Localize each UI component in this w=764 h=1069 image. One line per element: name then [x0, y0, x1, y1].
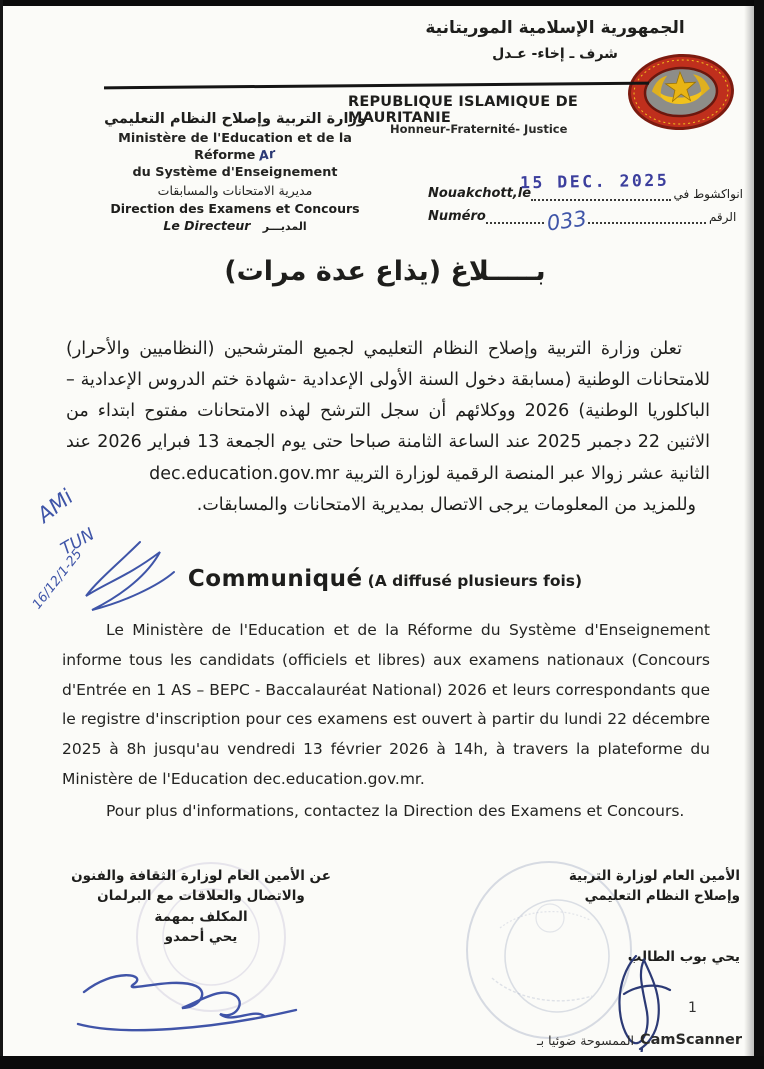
communique-title-french: Communiqué: [187, 566, 363, 592]
date-stamp: 15 DEC. 2025: [519, 170, 670, 193]
number-label-arabic: الرقم: [708, 209, 737, 224]
direction-name-arabic: مديرية الامتحانات والمسابقات: [157, 182, 313, 198]
handwritten-initials-mark: Ar: [257, 146, 278, 165]
left-signatory-line1: عن الأمين العام لوزارة الثقافة والفنون: [71, 868, 331, 884]
margin-note-date: 16/12/1-25: [29, 546, 86, 613]
communique-heading: [60, 566, 710, 592]
reference-block: [428, 170, 743, 236]
arabic-paragraph-1: تعلن وزارة التربية وإصلاح النظام التعليمي لجميع المترشحين (النظاميين والأحرار) للامتحانات الوطنية (مسابقة دخول السنة الأولى الإعدادية -شهادة ختم الدروس الإعدادية – الباكلوريا الوطنية) 2026 ووكلائهم أن سجل الترشح لهذه الامتحانات مفتوح ابتداء من الاثنين 22 دجمبر 2025 عند الساعة الثامنة صباحا حتى يوم الجمعة 13 فبراير 2026 عند الثانية عشر زوالا عبر المنصة الرقمية لوزارة التربية dec.education.gov.mr: [66, 339, 711, 484]
ministry-name-french-line2: du Système d'Enseignement: [132, 165, 338, 181]
camscanner-wordmark: CamScanner: [640, 1032, 742, 1048]
page-number-mark: 1: [688, 1000, 697, 1016]
signature-block-left: [58, 866, 344, 947]
camscanner-footer: [537, 1032, 742, 1048]
ministry-name-french-text: Ministère de l'Education et de la Réforme: [118, 130, 352, 163]
handwritten-signature-left: [70, 948, 320, 1047]
director-label-french: Le Directeur: [163, 218, 251, 234]
scan-border-bottom: [0, 1056, 764, 1069]
left-signatory-name: يحي أحمدو: [164, 928, 238, 945]
scan-shadow-right: [744, 0, 754, 1069]
french-paragraph-1: Le Ministère de l'Education et de la Réforme du Système d'Enseignement informe tous les candidats (officiels et libres) aux examens nationaux (Concours d'Entrée en 1 AS – BEPC - Baccalauréat National) 2026 et leurs correspondants que le registre d'inscription pour ces examens est ouvert à partir du lundi 22 décembre 2025 à 8h jusqu'au vendredi 13 février 2026 à 14h, à travers la plateforme du Ministère de l'Education dec.education.gov.mr.: [62, 621, 710, 788]
ministry-letterhead-block: [92, 110, 378, 235]
number-dotted-line-2: [588, 210, 706, 224]
national-motto-arabic: شرف ـ إخاء- عـدل: [492, 46, 618, 62]
number-row: [428, 206, 743, 236]
header-divider-line: [104, 82, 649, 89]
margin-note-line1: AMi: [32, 484, 78, 528]
city-date-label: Nouakchott,le: [428, 186, 532, 201]
director-label-arabic: المديـــر: [262, 220, 307, 234]
republic-name-french: REPUBLIQUE ISLAMIQUE DE MAURITANIE: [348, 94, 578, 126]
scan-border-left: [0, 0, 3, 1069]
ministry-name-french-line1: [92, 130, 378, 165]
left-signatory-line3: المكلف بمهمة: [154, 908, 248, 925]
number-label: Numéro: [428, 208, 486, 224]
mauritania-state-seal-icon: [624, 49, 738, 135]
republic-name-arabic: الجمهورية الإسلامية الموريتانية: [425, 18, 685, 38]
communique-subtitle-french: (A diffusé plusieurs fois): [367, 572, 583, 590]
scan-border-right: [754, 0, 764, 1069]
ministry-name-arabic: وزارة التربية وإصلاح النظام التعليمي: [104, 111, 366, 127]
city-date-label-arabic: انواكشوط في: [673, 187, 743, 201]
french-paragraph-2: Pour plus d'informations, contactez la Direction des Examens et Concours.: [106, 801, 685, 820]
number-dotted-line-1: [486, 210, 544, 224]
margin-note-line2: TUN: [57, 524, 99, 560]
direction-name-french: Direction des Examens et Concours: [110, 200, 360, 216]
right-signatory-line1: الأمين العام لوزارة التربية: [568, 868, 740, 884]
director-line: [92, 218, 378, 235]
communique-body-french: [62, 616, 710, 828]
right-signatory-line2: وإصلاح النظام التعليمي: [584, 888, 740, 905]
national-motto-french: Honneur-Fraternité- Justice: [390, 122, 568, 136]
communique-title-arabic: بـــــلاغ (يذاع عدة مرات): [224, 256, 546, 287]
right-signatory-name: يحي بوب الطالب: [627, 948, 740, 965]
scan-border-top: [0, 0, 764, 6]
left-signatory-line2: والاتصال والعلاقات مع البرلمان: [97, 888, 305, 905]
scanned-with-label-arabic: الممسوحة ضوئيا بـ: [537, 1032, 634, 1048]
arabic-paragraph-2: وللمزيد من المعلومات يرجى الاتصال بمديرية الامتحانات والمسابقات.: [196, 494, 696, 515]
handwritten-number: 033: [545, 206, 589, 236]
date-row: [428, 170, 743, 201]
